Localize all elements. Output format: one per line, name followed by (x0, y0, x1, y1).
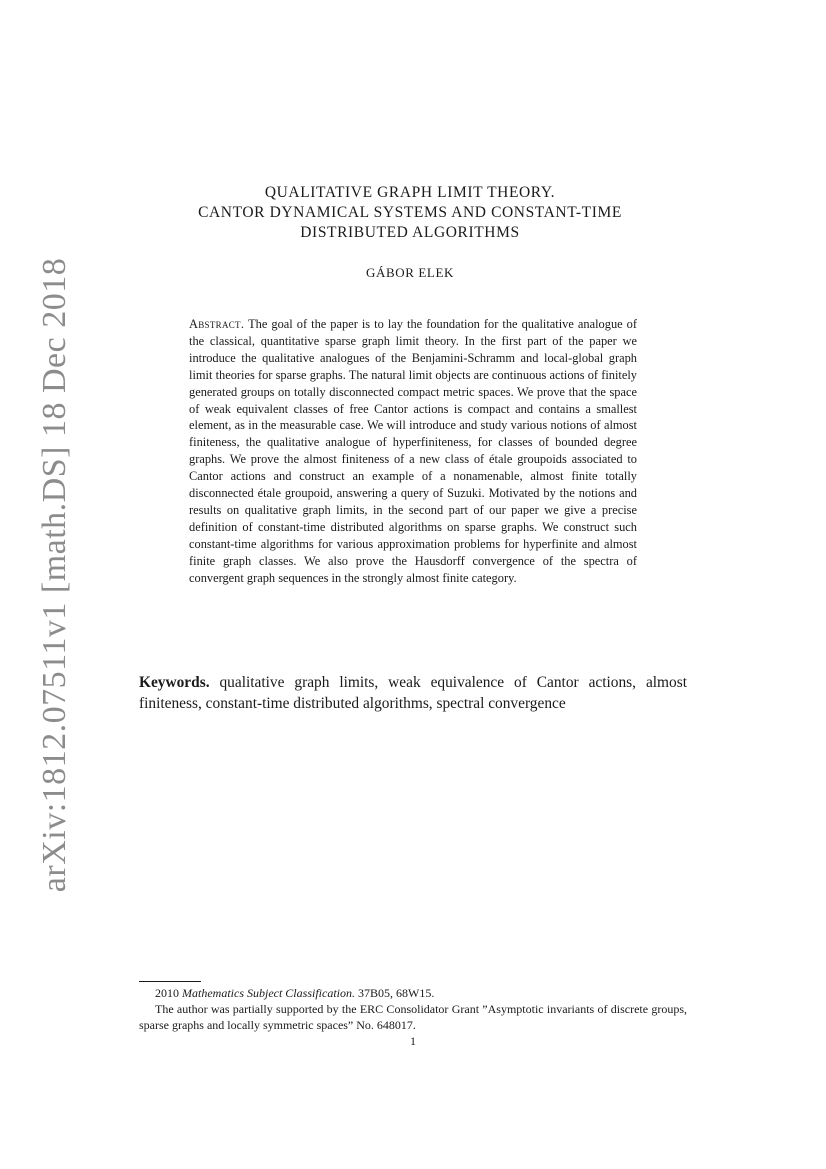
msc-year: 2010 (155, 986, 179, 1000)
title-line-1: QUALITATIVE GRAPH LIMIT THEORY. (264, 184, 556, 201)
footnotes (139, 985, 687, 1033)
keywords-label: Keywords. (139, 674, 210, 691)
arxiv-identifier-text: arXiv:1812.07511v1 [math.DS] 18 Dec 2018 (36, 257, 73, 893)
paper-title (120, 183, 700, 243)
grant-footnote: The author was partially supported by the ERC Consolidator Grant ”Asymptotic invariants of discrete groups, sparse graphs and locally symmetric spaces” No. 648017. (139, 1002, 687, 1032)
msc-footnote (139, 985, 687, 1001)
title-line-2: CANTOR DYNAMICAL SYSTEMS AND CONSTANT-TIME (198, 204, 622, 221)
author-name: GÁBOR ELEK (366, 265, 454, 280)
footnote-divider (139, 981, 201, 982)
abstract-label: Abstract. (189, 317, 245, 331)
keywords-text: qualitative graph limits, weak equivalence of Cantor actions, almost finiteness, constant-time distributed algorithms, spectral convergence (139, 674, 687, 712)
abstract (189, 316, 637, 587)
arxiv-identifier-stamp (30, 257, 80, 893)
msc-codes: 37B05, 68W15. (357, 986, 435, 1000)
msc-label: Mathematics Subject Classification. (182, 986, 355, 1000)
keywords (139, 672, 687, 714)
page-number: 1 (410, 1034, 416, 1048)
title-line-3: DISTRIBUTED ALGORITHMS (300, 224, 520, 241)
abstract-text: The goal of the paper is to lay the foundation for the qualitative analogue of the classical, quantitative sparse graph limit theory. In the first part of the paper we introduce the qualitative analogues of the Benjamini-Schramm and local-global graph limit theories for sparse graphs. The natural limit objects are continuous actions of finitely generated groups on totally disconnected compact metric spaces. We prove that the space of weak equivalent classes of free Cantor actions is compact and contains a smallest element, as in the measurable case. We will introduce and study various notions of almost finiteness, the qualitative analogue of hyperfiniteness, for classes of bounded degree graphs. We prove the almost finiteness of a new class of étale groupoids associated to Cantor actions and construct an example of a nonamenable, almost finite totally disconnected étale groupoid, answering a query of Suzuki. Motivated by the notions and results on qualitative graph limits, in the second part of our paper we give a precise definition of constant-time distributed algorithms on sparse graphs. We construct such constant-time algorithms for various approximation problems for hyperfinite and almost finite graph classes. We also prove the Hausdorff convergence of the spectra of convergent graph sequences in the strongly almost finite category. (189, 317, 638, 585)
